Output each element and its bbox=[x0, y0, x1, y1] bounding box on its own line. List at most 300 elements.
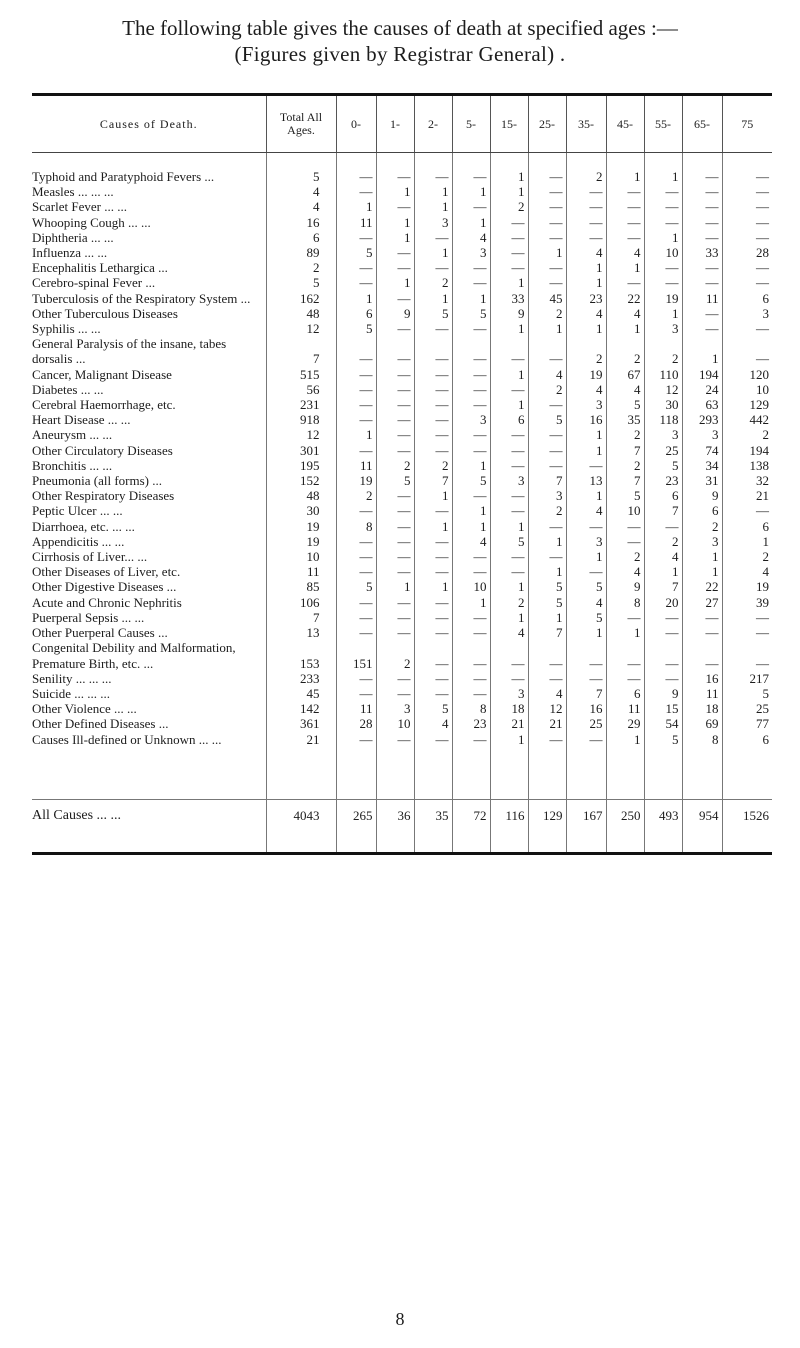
age-cell: — bbox=[606, 184, 644, 199]
table-row bbox=[32, 443, 772, 458]
total-cell: 45 bbox=[266, 686, 336, 701]
age-cell: 8 bbox=[682, 732, 722, 747]
age-cell: 18 bbox=[490, 701, 528, 716]
age-cell: 2 bbox=[722, 427, 772, 442]
age-cell: — bbox=[722, 184, 772, 199]
age-cell: 4 bbox=[528, 686, 566, 701]
table-row bbox=[32, 488, 772, 503]
age-cell: — bbox=[528, 199, 566, 214]
age-cell: 28 bbox=[722, 245, 772, 260]
age-cell: 8 bbox=[452, 701, 490, 716]
age-cell: 1 bbox=[682, 336, 722, 366]
age-cell: 25 bbox=[566, 716, 606, 731]
age-cell: — bbox=[414, 427, 452, 442]
age-cell: — bbox=[566, 519, 606, 534]
age-cell: 1 bbox=[566, 443, 606, 458]
table-row bbox=[32, 473, 772, 488]
table-row bbox=[32, 215, 772, 230]
age-cell: 2 bbox=[490, 199, 528, 214]
age-cell: — bbox=[566, 230, 606, 245]
age-cell: 18 bbox=[682, 701, 722, 716]
age-cell: 2 bbox=[606, 427, 644, 442]
total-cell: 11 bbox=[266, 564, 336, 579]
age-cell: 2 bbox=[606, 549, 644, 564]
spacer-cell bbox=[566, 747, 606, 800]
age-cell: 22 bbox=[682, 579, 722, 594]
age-cell: 27 bbox=[682, 595, 722, 610]
age-cell: 11 bbox=[336, 215, 376, 230]
age-cell: — bbox=[414, 443, 452, 458]
age-cell: 16 bbox=[566, 701, 606, 716]
age-cell: — bbox=[414, 686, 452, 701]
spacer-cell bbox=[490, 747, 528, 800]
spacer-cell bbox=[644, 747, 682, 800]
age-cell: — bbox=[376, 260, 414, 275]
age-cell: 2 bbox=[722, 549, 772, 564]
total-cell: 152 bbox=[266, 473, 336, 488]
age-cell: — bbox=[376, 610, 414, 625]
age-cell: — bbox=[490, 427, 528, 442]
age-cell: 129 bbox=[722, 397, 772, 412]
spacer-cell bbox=[376, 747, 414, 800]
age-cell: 5 bbox=[336, 579, 376, 594]
age-cell: 217 bbox=[722, 671, 772, 686]
heading-line-1: The following table gives the causes of death at specified ages :— bbox=[122, 16, 678, 40]
age-cell: — bbox=[376, 534, 414, 549]
spacer-cell bbox=[606, 153, 644, 170]
total-cell: 233 bbox=[266, 671, 336, 686]
age-cell: 6 bbox=[722, 291, 772, 306]
spacer-cell bbox=[376, 153, 414, 170]
column-header: 55- bbox=[644, 95, 682, 153]
spacer-cell bbox=[452, 747, 490, 800]
age-cell: 250 bbox=[606, 799, 644, 853]
age-cell: 1 bbox=[528, 610, 566, 625]
age-cell: 10 bbox=[606, 503, 644, 518]
age-cell: 9 bbox=[644, 686, 682, 701]
age-cell: 23 bbox=[452, 716, 490, 731]
age-cell: 118 bbox=[644, 412, 682, 427]
age-cell: — bbox=[682, 625, 722, 640]
age-cell: 74 bbox=[682, 443, 722, 458]
column-header: 0- bbox=[336, 95, 376, 153]
table-row bbox=[32, 230, 772, 245]
age-cell: — bbox=[376, 291, 414, 306]
age-cell: — bbox=[376, 412, 414, 427]
age-cell: — bbox=[452, 564, 490, 579]
cause-cell: Cirrhosis of Liver... ... bbox=[32, 549, 148, 565]
age-cell: — bbox=[414, 260, 452, 275]
age-cell: 2 bbox=[528, 382, 566, 397]
age-cell: — bbox=[336, 230, 376, 245]
total-cell: 6 bbox=[266, 230, 336, 245]
age-cell: 194 bbox=[682, 367, 722, 382]
age-cell: — bbox=[490, 503, 528, 518]
age-cell: — bbox=[452, 382, 490, 397]
age-cell: — bbox=[490, 671, 528, 686]
age-cell: — bbox=[528, 397, 566, 412]
age-cell: — bbox=[722, 260, 772, 275]
age-cell: 10 bbox=[722, 382, 772, 397]
total-cell: 153 bbox=[266, 640, 336, 670]
age-cell: — bbox=[682, 610, 722, 625]
age-cell: — bbox=[452, 640, 490, 670]
cause-cell: Appendicitis ... ... bbox=[32, 533, 125, 549]
age-cell: 1 bbox=[336, 291, 376, 306]
age-cell: 1 bbox=[490, 732, 528, 747]
table-row bbox=[32, 534, 772, 549]
table-row bbox=[32, 321, 772, 336]
age-cell: — bbox=[528, 336, 566, 366]
age-cell: 2 bbox=[376, 640, 414, 670]
age-cell: — bbox=[336, 732, 376, 747]
table-row bbox=[32, 291, 772, 306]
age-cell: — bbox=[722, 215, 772, 230]
total-cell: 21 bbox=[266, 732, 336, 747]
column-header: 2- bbox=[414, 95, 452, 153]
age-cell: 1 bbox=[452, 458, 490, 473]
age-cell: 5 bbox=[452, 473, 490, 488]
total-cell: 4043 bbox=[266, 799, 336, 853]
age-cell: — bbox=[606, 519, 644, 534]
total-cell: 12 bbox=[266, 321, 336, 336]
cause-cell: Heart Disease ... ... bbox=[32, 412, 131, 428]
age-cell: — bbox=[528, 215, 566, 230]
age-cell: — bbox=[452, 275, 490, 290]
age-cell: — bbox=[336, 336, 376, 366]
column-header: 25- bbox=[528, 95, 566, 153]
age-cell: 3 bbox=[490, 473, 528, 488]
age-cell: — bbox=[376, 397, 414, 412]
cause-cell: Acute and Chronic Nephritis bbox=[32, 594, 182, 610]
age-cell: 11 bbox=[606, 701, 644, 716]
age-cell: 1 bbox=[644, 564, 682, 579]
age-cell: — bbox=[452, 321, 490, 336]
age-cell: — bbox=[336, 382, 376, 397]
age-cell: — bbox=[682, 215, 722, 230]
age-cell: — bbox=[528, 443, 566, 458]
age-cell: — bbox=[336, 169, 376, 184]
age-cell: — bbox=[722, 199, 772, 214]
age-cell: 35 bbox=[606, 412, 644, 427]
age-cell: 3 bbox=[644, 321, 682, 336]
age-cell: 4 bbox=[606, 306, 644, 321]
age-cell: 7 bbox=[414, 473, 452, 488]
age-cell: — bbox=[452, 199, 490, 214]
age-cell: 7 bbox=[528, 625, 566, 640]
age-cell: 8 bbox=[336, 519, 376, 534]
age-cell: 1 bbox=[414, 488, 452, 503]
table-row bbox=[32, 595, 772, 610]
age-cell: 4 bbox=[566, 595, 606, 610]
age-cell: 1 bbox=[528, 321, 566, 336]
cause-cell: Other Diseases of Liver, etc. bbox=[32, 564, 181, 580]
age-cell: 5 bbox=[336, 321, 376, 336]
age-cell: 1 bbox=[414, 199, 452, 214]
age-cell: 194 bbox=[722, 443, 772, 458]
age-cell: 1 bbox=[606, 169, 644, 184]
age-cell: 5 bbox=[452, 306, 490, 321]
cause-cell: Cancer, Malignant Disease bbox=[32, 366, 172, 382]
age-cell: — bbox=[414, 534, 452, 549]
age-cell: — bbox=[490, 260, 528, 275]
age-cell: 954 bbox=[682, 799, 722, 853]
age-cell: 30 bbox=[644, 397, 682, 412]
age-cell: 1 bbox=[528, 534, 566, 549]
spacer-cell bbox=[528, 153, 566, 170]
spacer-row bbox=[32, 747, 772, 800]
age-cell: 2 bbox=[682, 519, 722, 534]
age-cell: — bbox=[722, 169, 772, 184]
table-row bbox=[32, 336, 772, 366]
age-cell: 4 bbox=[528, 367, 566, 382]
table-row bbox=[32, 169, 772, 184]
age-cell: — bbox=[682, 321, 722, 336]
table-row bbox=[32, 503, 772, 518]
age-cell: — bbox=[528, 640, 566, 670]
age-cell: — bbox=[722, 321, 772, 336]
heading-line-2: (Figures given by Registrar General) . bbox=[234, 42, 566, 66]
age-cell: 7 bbox=[606, 443, 644, 458]
age-cell: 36 bbox=[376, 799, 414, 853]
age-cell: — bbox=[566, 564, 606, 579]
age-cell: 33 bbox=[682, 245, 722, 260]
age-cell: — bbox=[452, 625, 490, 640]
column-header: 15- bbox=[490, 95, 528, 153]
age-cell: 19 bbox=[644, 291, 682, 306]
age-cell: — bbox=[452, 443, 490, 458]
age-cell: — bbox=[490, 488, 528, 503]
cause-cell: Causes Ill-defined or Unknown ... ... bbox=[32, 731, 222, 747]
age-cell: 1 bbox=[606, 321, 644, 336]
total-cell: 16 bbox=[266, 215, 336, 230]
age-cell: 4 bbox=[490, 625, 528, 640]
age-cell: — bbox=[528, 519, 566, 534]
age-cell: — bbox=[528, 260, 566, 275]
age-cell: 4 bbox=[452, 230, 490, 245]
age-cell: 1526 bbox=[722, 799, 772, 853]
age-cell: 4 bbox=[606, 564, 644, 579]
age-cell: — bbox=[414, 503, 452, 518]
table-row bbox=[32, 275, 772, 290]
age-cell: — bbox=[414, 671, 452, 686]
age-cell: — bbox=[490, 564, 528, 579]
age-cell: 21 bbox=[528, 716, 566, 731]
age-cell: 1 bbox=[644, 169, 682, 184]
spacer-cell bbox=[414, 747, 452, 800]
age-cell: 1 bbox=[682, 549, 722, 564]
age-cell: — bbox=[490, 336, 528, 366]
age-cell: — bbox=[376, 488, 414, 503]
age-cell: 7 bbox=[644, 503, 682, 518]
column-header: Total All Ages. bbox=[266, 95, 336, 153]
total-cell: 7 bbox=[266, 610, 336, 625]
spacer-cell bbox=[266, 747, 336, 800]
cause-cell: Influenza ... ... bbox=[32, 245, 108, 261]
cause-cell: Diarrhoea, etc. ... ... bbox=[32, 518, 135, 534]
age-cell: — bbox=[414, 336, 452, 366]
age-cell: 1 bbox=[452, 595, 490, 610]
age-cell: 110 bbox=[644, 367, 682, 382]
age-cell: 34 bbox=[682, 458, 722, 473]
cause-cell: Whooping Cough ... ... bbox=[32, 214, 151, 230]
age-cell: — bbox=[336, 595, 376, 610]
spacer-cell bbox=[336, 747, 376, 800]
spacer-cell bbox=[722, 153, 772, 170]
age-cell: 3 bbox=[644, 427, 682, 442]
total-cell: 19 bbox=[266, 519, 336, 534]
total-cell: 48 bbox=[266, 488, 336, 503]
cause-cell: Syphilis ... ... bbox=[32, 321, 101, 337]
age-cell: 23 bbox=[566, 291, 606, 306]
total-cell: 231 bbox=[266, 397, 336, 412]
age-cell: — bbox=[336, 397, 376, 412]
age-cell: — bbox=[376, 169, 414, 184]
total-cell: 918 bbox=[266, 412, 336, 427]
age-cell: — bbox=[528, 549, 566, 564]
total-cell: 142 bbox=[266, 701, 336, 716]
spacer-cell bbox=[266, 153, 336, 170]
age-cell: 39 bbox=[722, 595, 772, 610]
age-cell: — bbox=[414, 625, 452, 640]
age-cell: — bbox=[644, 199, 682, 214]
age-cell: — bbox=[606, 215, 644, 230]
table-row bbox=[32, 367, 772, 382]
table-row bbox=[32, 260, 772, 275]
age-cell: 7 bbox=[566, 686, 606, 701]
age-cell: 442 bbox=[722, 412, 772, 427]
age-cell: 1 bbox=[606, 260, 644, 275]
age-cell: — bbox=[528, 184, 566, 199]
age-cell: — bbox=[644, 184, 682, 199]
age-cell: 167 bbox=[566, 799, 606, 853]
age-cell: 1 bbox=[490, 519, 528, 534]
age-cell: 1 bbox=[490, 610, 528, 625]
age-cell: 11 bbox=[682, 291, 722, 306]
age-cell: 16 bbox=[566, 412, 606, 427]
age-cell: — bbox=[452, 427, 490, 442]
age-cell: 2 bbox=[414, 458, 452, 473]
total-cell: 301 bbox=[266, 443, 336, 458]
age-cell: — bbox=[376, 625, 414, 640]
age-cell: 6 bbox=[336, 306, 376, 321]
age-cell: — bbox=[336, 534, 376, 549]
table-row bbox=[32, 640, 772, 670]
age-cell: 10 bbox=[644, 245, 682, 260]
age-cell: — bbox=[414, 564, 452, 579]
age-cell: — bbox=[566, 215, 606, 230]
cause-cell: Congenital Debility and Malformation, Premature Birth, etc. ... bbox=[32, 640, 236, 671]
age-cell: 5 bbox=[606, 397, 644, 412]
age-cell: 2 bbox=[414, 275, 452, 290]
age-cell: — bbox=[682, 230, 722, 245]
age-cell: — bbox=[452, 169, 490, 184]
age-cell: 1 bbox=[528, 245, 566, 260]
age-cell: 63 bbox=[682, 397, 722, 412]
cause-cell: Other Tuberculous Diseases bbox=[32, 305, 178, 321]
age-cell: — bbox=[682, 640, 722, 670]
age-cell: 5 bbox=[336, 245, 376, 260]
age-cell: 265 bbox=[336, 799, 376, 853]
age-cell: 2 bbox=[566, 336, 606, 366]
spacer-cell bbox=[490, 153, 528, 170]
age-cell: 1 bbox=[566, 321, 606, 336]
age-cell: 19 bbox=[722, 579, 772, 594]
cause-cell: Suicide ... ... ... bbox=[32, 685, 110, 701]
age-cell: — bbox=[452, 610, 490, 625]
age-cell: — bbox=[376, 199, 414, 214]
cause-cell: Diabetes ... ... bbox=[32, 381, 104, 397]
age-cell: — bbox=[336, 564, 376, 579]
spacer-cell bbox=[566, 153, 606, 170]
age-cell: — bbox=[336, 260, 376, 275]
age-cell: 12 bbox=[528, 701, 566, 716]
table-row bbox=[32, 397, 772, 412]
cause-cell: All Causes ... ... bbox=[32, 807, 122, 823]
age-cell: 6 bbox=[606, 686, 644, 701]
age-cell: — bbox=[528, 169, 566, 184]
cause-cell: Bronchitis ... ... bbox=[32, 457, 113, 473]
age-cell: — bbox=[722, 503, 772, 518]
age-cell: — bbox=[606, 610, 644, 625]
age-cell: — bbox=[566, 458, 606, 473]
age-cell: — bbox=[606, 671, 644, 686]
age-cell: — bbox=[644, 519, 682, 534]
age-cell: — bbox=[644, 260, 682, 275]
age-cell: 1 bbox=[336, 427, 376, 442]
cause-cell: Other Circulatory Diseases bbox=[32, 442, 173, 458]
cause-cell: Cerebral Haemorrhage, etc. bbox=[32, 397, 176, 413]
age-cell: 10 bbox=[452, 579, 490, 594]
age-cell: — bbox=[490, 382, 528, 397]
total-cell: 5 bbox=[266, 169, 336, 184]
cause-cell: Other Violence ... ... bbox=[32, 701, 137, 717]
total-cell: 12 bbox=[266, 427, 336, 442]
age-cell: 2 bbox=[376, 458, 414, 473]
age-cell: 4 bbox=[644, 549, 682, 564]
age-cell: 1 bbox=[566, 260, 606, 275]
age-cell: 4 bbox=[722, 564, 772, 579]
table-row bbox=[32, 412, 772, 427]
age-cell: — bbox=[490, 230, 528, 245]
age-cell: 1 bbox=[566, 488, 606, 503]
age-cell: 12 bbox=[644, 382, 682, 397]
table-row bbox=[32, 382, 772, 397]
age-cell: — bbox=[414, 397, 452, 412]
age-cell: 5 bbox=[566, 610, 606, 625]
spacer-cell bbox=[682, 747, 722, 800]
age-cell: 3 bbox=[528, 488, 566, 503]
age-cell: 32 bbox=[722, 473, 772, 488]
age-cell: — bbox=[336, 503, 376, 518]
age-cell: 3 bbox=[452, 245, 490, 260]
total-cell: 89 bbox=[266, 245, 336, 260]
age-cell: — bbox=[528, 230, 566, 245]
table-row bbox=[32, 245, 772, 260]
age-cell: 493 bbox=[644, 799, 682, 853]
age-cell: 129 bbox=[528, 799, 566, 853]
age-cell: — bbox=[336, 184, 376, 199]
age-cell: 54 bbox=[644, 716, 682, 731]
age-cell: — bbox=[414, 595, 452, 610]
age-cell: — bbox=[566, 199, 606, 214]
age-cell: 6 bbox=[490, 412, 528, 427]
age-cell: 1 bbox=[566, 625, 606, 640]
age-cell: — bbox=[452, 397, 490, 412]
age-cell: 67 bbox=[606, 367, 644, 382]
total-cell: 19 bbox=[266, 534, 336, 549]
age-cell: — bbox=[644, 640, 682, 670]
